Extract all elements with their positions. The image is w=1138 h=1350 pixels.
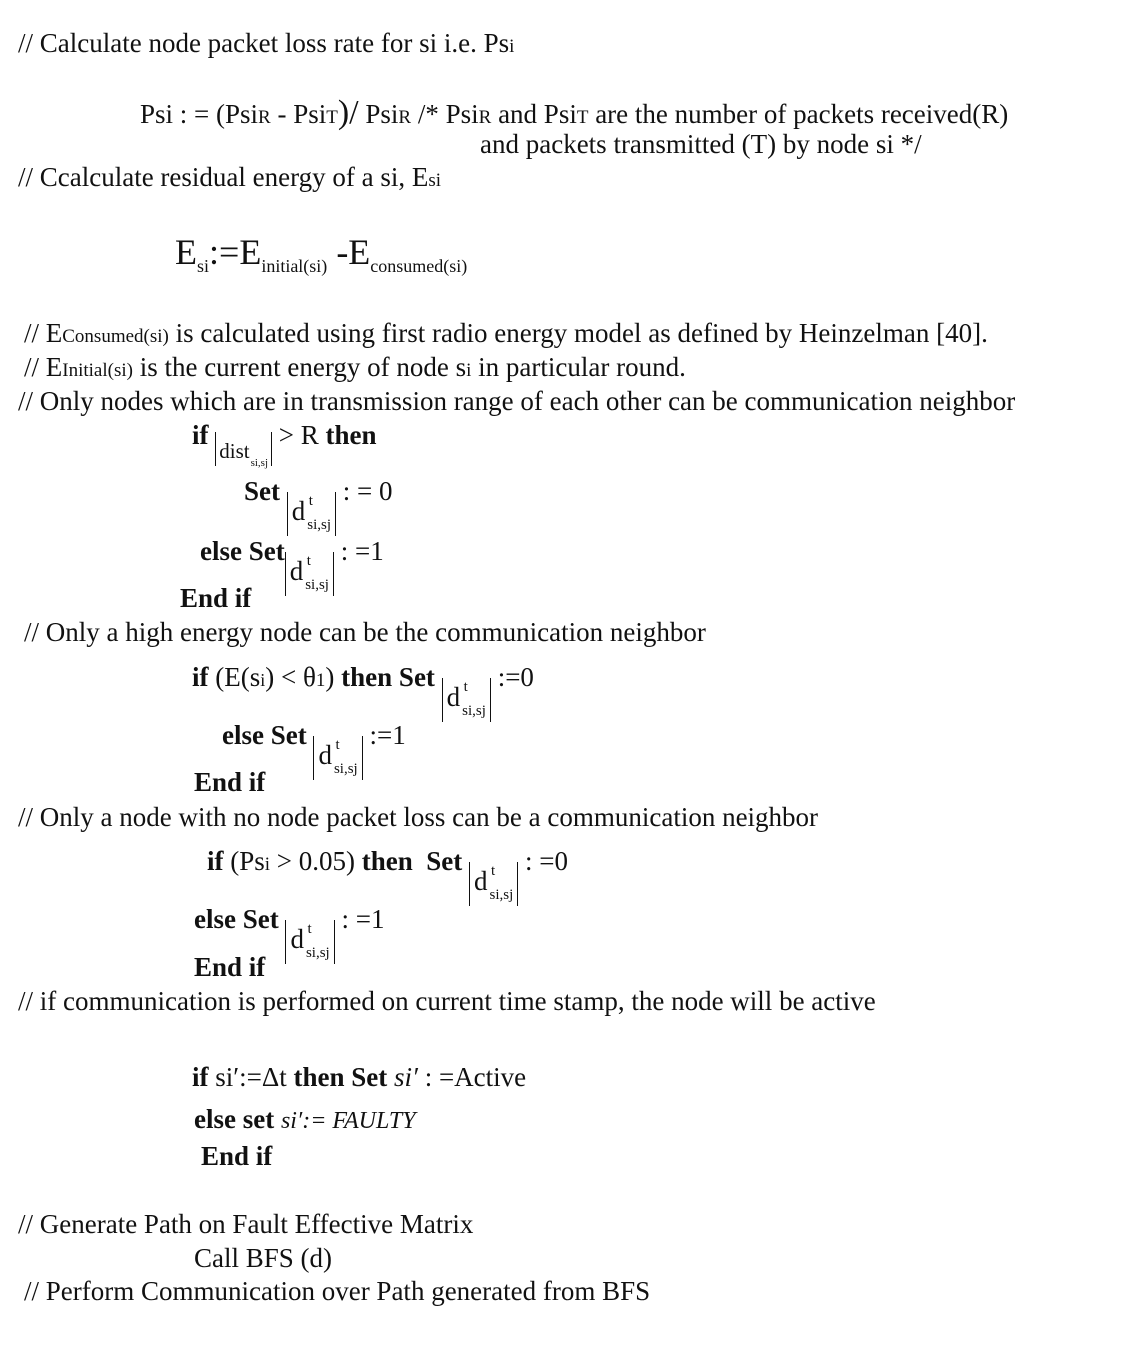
comment-node-active: // if communication is performed on current time stamp, the node will be active bbox=[18, 986, 876, 1016]
comment-generate-path: // Generate Path on Fault Effective Matrix bbox=[18, 1209, 474, 1239]
adjacency-abs: d t $_{si,sj}$ bbox=[285, 552, 334, 596]
range-else-line: else Setd t $_{si,sj}$ : =1 bbox=[200, 538, 384, 596]
adjacency-abs: d t $_{si,sj}$ bbox=[313, 736, 362, 780]
adjacency-abs: d t $_{si,sj}$ bbox=[469, 862, 518, 906]
adjacency-abs: d t $_{si,sj}$ bbox=[285, 920, 334, 964]
adjacency-abs: d t $_{si,sj}$ bbox=[287, 492, 336, 536]
comment-high-energy-neighbor: // Only a high energy node can be the communication neighbor bbox=[24, 617, 706, 647]
range-end-if: End if bbox=[180, 583, 252, 613]
comment-consumed-energy: // EConsumed(si) is calculated using first radio energy model as defined by Heinzelman [40]. bbox=[24, 318, 988, 348]
energy-end-if: End if bbox=[194, 767, 266, 797]
faulty-else-line: else set si′:= FAULTY bbox=[194, 1104, 416, 1134]
comment-no-packet-loss-neighbor: // Only a node with no node packet loss can be a communication neighbor bbox=[18, 802, 819, 832]
comment-initial-energy: // EInitial(si) is the current energy of node si in particular round. bbox=[24, 352, 686, 382]
energy-if-line: if (E(si) < θ1) then Set d t $_{si,sj}$ :=0 bbox=[192, 664, 534, 722]
adjacency-abs: d t $_{si,sj}$ bbox=[442, 678, 491, 722]
active-end-if: End if bbox=[201, 1141, 273, 1171]
comment-transmission-range: // Only nodes which are in transmission range of each other can be communication neighbor bbox=[18, 386, 1016, 416]
packet-loss-formula: Psi : = (PsiR - PsiT)/ PsiR /* PsiR and PsiT are the number of packets received(R) bbox=[140, 94, 1009, 131]
residual-energy-formula: $E_{si}:=E_{initial(si)}$ $-E_{consumed(si)}$ bbox=[175, 232, 468, 276]
energy-else-line: else Set d t $_{si,sj}$ :=1 bbox=[222, 722, 406, 780]
active-if-line: if si′:=Δt then Set si′ : =Active bbox=[192, 1062, 527, 1092]
comment-calc-residual-energy: // Ccalculate residual energy of a si, Esi bbox=[18, 162, 442, 192]
comment-perform-communication: // Perform Communication over Path generated from BFS bbox=[24, 1276, 651, 1306]
call-bfs: Call BFS (d) bbox=[194, 1243, 333, 1273]
distance-abs: dist$_{si,sj}$ bbox=[215, 432, 272, 466]
loss-else-line: else Set d t $_{si,sj}$ : =1 bbox=[194, 906, 384, 964]
range-set-zero-line: Set d t $_{si,sj}$ : = 0 bbox=[244, 478, 393, 536]
packet-loss-formula-note: and packets transmitted (T) by node si */ bbox=[480, 129, 922, 159]
loss-if-line: if (Psi > 0.05) then Set d t $_{si,sj}$ : =0 bbox=[207, 848, 568, 906]
range-if-line: if dist$_{si,sj}$ > R then bbox=[192, 420, 377, 469]
loss-end-if: End if bbox=[194, 952, 266, 982]
comment-calc-packet-loss: // Calculate node packet loss rate for si i.e. Psi bbox=[18, 28, 515, 58]
